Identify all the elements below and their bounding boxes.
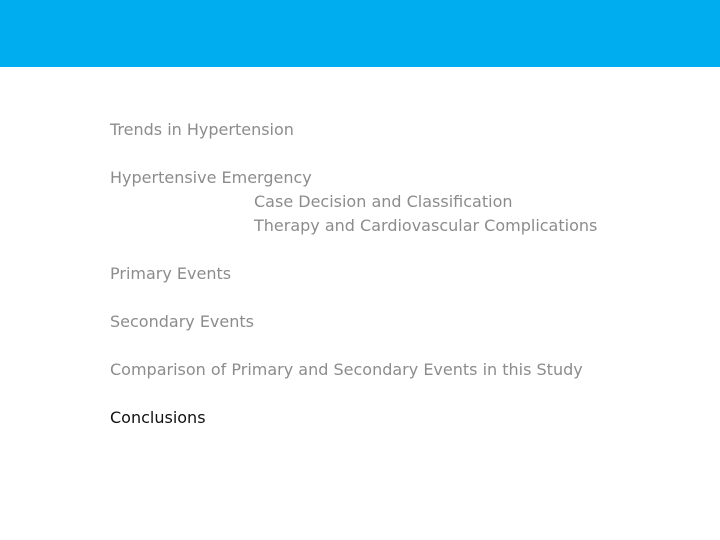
agenda-item-trends-in-hypertension: Trends in Hypertension xyxy=(110,120,294,139)
agenda-subitem-therapy: Therapy and Cardiovascular Complications xyxy=(254,216,598,235)
agenda-item-comparison: Comparison of Primary and Secondary Events in this Study xyxy=(110,360,583,379)
agenda-item-conclusions: Conclusions xyxy=(110,408,206,427)
agenda-subitem-case-decision: Case Decision and Classification xyxy=(254,192,513,211)
agenda-item-secondary-events: Secondary Events xyxy=(110,312,254,331)
agenda-item-hypertensive-emergency: Hypertensive Emergency xyxy=(110,168,312,187)
agenda-item-primary-events: Primary Events xyxy=(110,264,232,283)
